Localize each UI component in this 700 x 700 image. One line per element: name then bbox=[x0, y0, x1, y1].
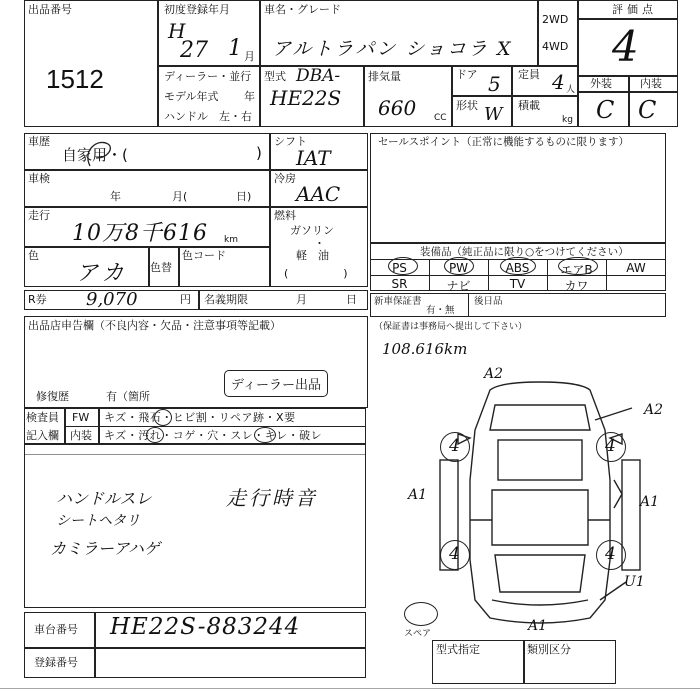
warranty-after-label: 後日品 bbox=[474, 296, 503, 307]
equip-navi: ナビ bbox=[446, 279, 471, 293]
equip-abs-circle bbox=[500, 257, 536, 275]
fuel-option-diesel: 軽 油 bbox=[296, 249, 329, 262]
load-label: 積載 bbox=[518, 99, 540, 112]
capacity-label: 定員 bbox=[518, 68, 540, 81]
mileage-label: 走行 bbox=[28, 209, 50, 222]
car-diagram bbox=[400, 360, 680, 660]
grade-interior: C bbox=[638, 96, 657, 124]
owner-month-unit: 月 bbox=[296, 293, 307, 306]
registration-month: 1 bbox=[228, 36, 242, 61]
registration-era: H bbox=[168, 19, 186, 43]
mileage-note: 108.616km bbox=[382, 340, 468, 358]
inspector-row2: キズ・汚れ・コゲ・穴・スレ・キレ・破レ bbox=[104, 429, 323, 442]
fuel-bracket: ( ) bbox=[284, 267, 348, 280]
chassis-value: HE22S-883244 bbox=[110, 614, 301, 640]
owner-label: 名義期限 bbox=[204, 293, 248, 306]
car-label: 車名・グレード bbox=[264, 3, 341, 16]
grade-interior-label: 内装 bbox=[640, 77, 662, 90]
model-label: 型式 bbox=[264, 70, 286, 83]
equip-sr: SR bbox=[391, 277, 408, 291]
fuel-dot: ・ bbox=[314, 237, 325, 250]
history-circle-mark bbox=[80, 136, 120, 170]
recycle-value: 9,070 bbox=[86, 289, 138, 310]
color-change-label: 色替 bbox=[150, 261, 172, 274]
capacity-value: 4 bbox=[552, 70, 565, 94]
mileage-unit: km bbox=[224, 235, 238, 245]
dealer-year-unit: 年 bbox=[244, 90, 255, 103]
repair-label: 修復歴 bbox=[36, 390, 69, 403]
tire-rr-score: 4 bbox=[605, 544, 616, 564]
equip-airbag-circle bbox=[558, 257, 598, 275]
displacement-unit: CC bbox=[434, 113, 447, 123]
repair-value: 有（箇所 bbox=[106, 390, 150, 403]
inspection-label: 車検 bbox=[28, 172, 50, 185]
doors-label: ドア bbox=[456, 68, 478, 81]
color-label: 色 bbox=[28, 249, 39, 262]
dealer-label: ディーラー・並行 bbox=[164, 70, 252, 83]
capacity-unit: 人 bbox=[566, 85, 576, 95]
registration-month-unit: 月 bbox=[244, 50, 255, 63]
inspection-box bbox=[24, 170, 270, 207]
chassis-label: 車台番号 bbox=[34, 623, 78, 636]
recycle-label: R券 bbox=[28, 293, 47, 306]
inspector-label1: 検査員 bbox=[26, 411, 59, 424]
equip-ps-circle bbox=[388, 257, 418, 275]
inspector-row2-label: 内装 bbox=[70, 429, 92, 442]
class-label: 類別区分 bbox=[527, 643, 571, 656]
dealer-stamp: ディーラー出品 bbox=[224, 370, 328, 397]
mark-a1-left: A1 bbox=[408, 487, 428, 503]
drive-2wd: 2WD bbox=[542, 13, 569, 26]
plate-label: 登録番号 bbox=[34, 656, 78, 669]
warranty-note: （保証書は事務局へ提出して下さい） bbox=[374, 322, 528, 332]
history-value: 自家用・( bbox=[62, 146, 128, 164]
car-name: アルトラパン ショコラ X bbox=[272, 38, 513, 60]
inspector-label2: 記入欄 bbox=[26, 429, 59, 442]
drive-box bbox=[538, 0, 578, 66]
warranty-value: 有・無 bbox=[426, 305, 455, 316]
shift-label: シフト bbox=[274, 135, 307, 148]
grade-exterior: C bbox=[596, 96, 615, 124]
mileage-value: 10万8千616 bbox=[72, 221, 208, 246]
tire-fr-score: 4 bbox=[605, 436, 616, 456]
model-prefix: DBA- bbox=[296, 66, 341, 86]
fuel-option-gasoline: ガソリン bbox=[290, 224, 334, 237]
inspector-scuff-circle bbox=[254, 427, 276, 443]
equipment-header: 装備品（純正品に限り○をつけてください） bbox=[420, 246, 629, 258]
registration-label: 初度登録年月 bbox=[164, 3, 230, 16]
inspection-year-unit: 年 bbox=[110, 190, 121, 203]
displacement-label: 排気量 bbox=[368, 70, 401, 83]
history-label: 車歴 bbox=[28, 135, 50, 148]
inspection-day-unit: 日) bbox=[236, 190, 252, 203]
seller-notes-label: 出品店申告欄（不良内容・欠品・注意事項等記載） bbox=[28, 319, 281, 332]
color-code-label: 色コード bbox=[182, 249, 226, 262]
warranty-label: 新車保証書 bbox=[374, 296, 422, 307]
note-mirror-peel: カミラーアハゲ bbox=[50, 539, 160, 558]
inspection-month-unit: 月( bbox=[172, 190, 188, 203]
fuel-label: 燃料 bbox=[274, 209, 296, 222]
model-designation-label: 型式指定 bbox=[436, 643, 480, 656]
grade-score: 4 bbox=[612, 22, 639, 71]
recycle-box bbox=[24, 290, 368, 310]
sales-box bbox=[370, 133, 666, 243]
mark-a1-rear: A1 bbox=[528, 618, 548, 634]
spare-label: スペア bbox=[404, 629, 432, 639]
drive-4wd: 4WD bbox=[542, 40, 569, 53]
mark-a2-front: A2 bbox=[484, 366, 504, 382]
note-running-noise: 走行時音 bbox=[226, 486, 318, 510]
grade-label: 評価点 bbox=[612, 3, 657, 16]
lot-label: 出品番号 bbox=[28, 3, 72, 16]
history-box bbox=[24, 133, 270, 170]
inspector-row1: キズ・飛石・ヒビ割・リペア跡・X要 bbox=[104, 411, 296, 424]
equip-tv: TV bbox=[509, 277, 526, 291]
color-value: アカ bbox=[76, 261, 128, 286]
grade-exterior-label: 外装 bbox=[590, 77, 612, 90]
spare-tire bbox=[404, 602, 438, 626]
mark-a1-right: A1 bbox=[640, 494, 660, 510]
dealer-handle-label: ハンドル 左・右 bbox=[164, 110, 252, 123]
lot-number: 1512 bbox=[46, 64, 104, 94]
equip-airbag: エアB bbox=[560, 263, 593, 277]
sales-label: セールスポイント（正常に機能するものに限ります） bbox=[378, 136, 630, 148]
equip-leather: カワ bbox=[564, 279, 589, 293]
mark-u1-rear: U1 bbox=[624, 574, 645, 590]
load-unit: kg bbox=[562, 115, 573, 125]
dealer-year-label: モデル年式 bbox=[164, 90, 219, 103]
doors-value: 5 bbox=[488, 72, 501, 96]
registration-year: 27 bbox=[180, 38, 208, 63]
recycle-unit: 円 bbox=[180, 293, 191, 306]
history-close: ) bbox=[256, 144, 262, 162]
owner-day-unit: 日 bbox=[346, 293, 357, 306]
inspector-stone-circle bbox=[154, 409, 172, 426]
equip-pw: PW bbox=[448, 261, 469, 275]
equip-ps: PS bbox=[392, 261, 407, 275]
equip-abs: ABS bbox=[505, 261, 530, 275]
note-handle-scuff: ハンドルスレ bbox=[56, 489, 152, 508]
tire-fl-score: 4 bbox=[449, 436, 460, 456]
ac-value: AAC bbox=[296, 182, 341, 206]
model-code: HE22S bbox=[270, 86, 342, 110]
shape-value: W bbox=[484, 104, 503, 125]
inspector-row1-label: FW bbox=[72, 411, 90, 424]
shift-value: IAT bbox=[296, 146, 331, 170]
shape-label: 形状 bbox=[456, 99, 478, 112]
mark-a2-right: A2 bbox=[644, 402, 664, 418]
equip-pw-circle bbox=[444, 257, 474, 275]
equip-aw: AW bbox=[626, 261, 646, 275]
note-seat-wear: シートヘタリ bbox=[56, 513, 140, 529]
inspector-dirt-circle bbox=[146, 427, 164, 443]
color-box bbox=[24, 247, 270, 287]
displacement-value: 660 bbox=[378, 96, 417, 120]
ac-label: 冷房 bbox=[274, 172, 296, 185]
tire-rl-score: 4 bbox=[449, 544, 460, 564]
